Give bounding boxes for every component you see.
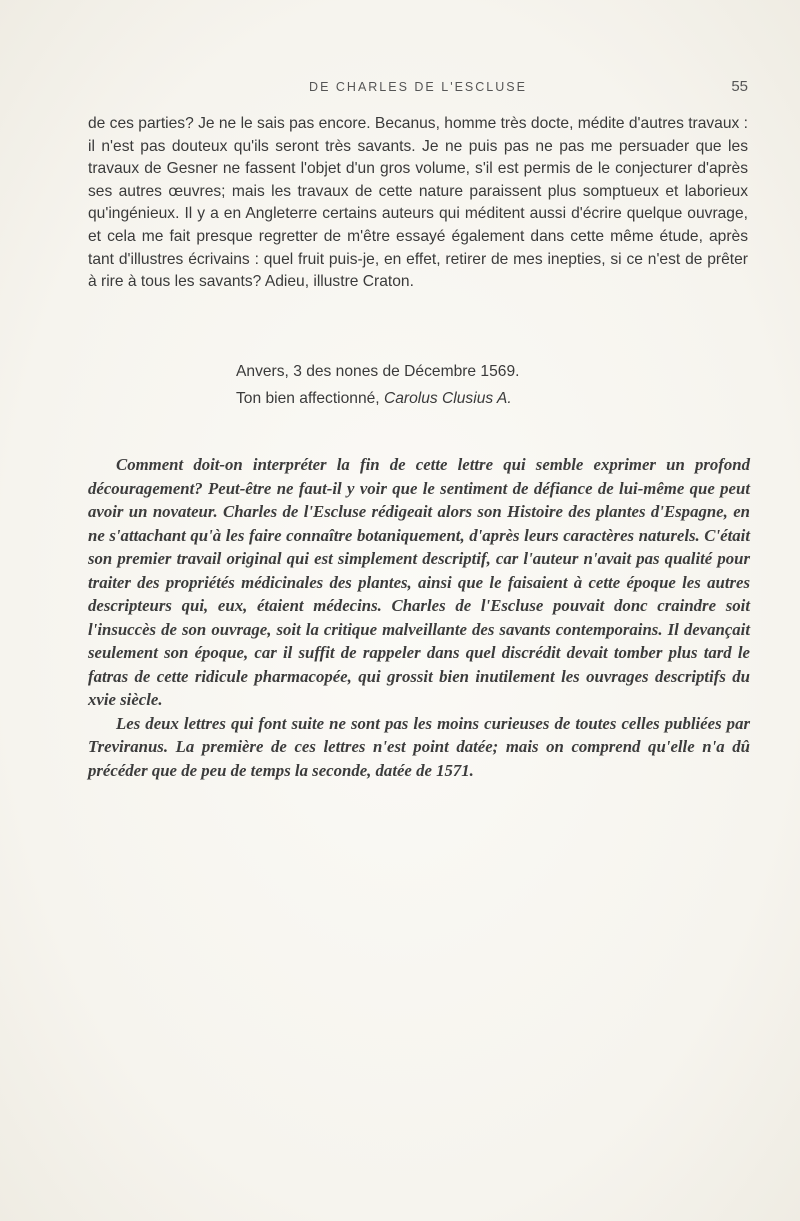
signature: Carolus Clusius A. xyxy=(383,389,512,407)
place-date: Anvers, 3 des nones de Décembre 1569. xyxy=(236,363,520,380)
closing-line xyxy=(88,388,748,411)
closing-text: Ton bien affectionné, xyxy=(236,389,384,407)
letter-signoff xyxy=(88,361,748,410)
commentary-paragraph-2: Les deux lettres qui font suite ne sont pas les moins curieuses de toutes celles publiées par Treviranus. La première de ces lettres n'est point datée; mais on comprend qu'elle n'a dû précéder que de peu de temps la seconde, datée de 1571. xyxy=(88,713,750,780)
page-number: 55 xyxy=(731,78,748,95)
letter-body xyxy=(88,113,748,294)
commentary-paragraph-1: Comment doit-on interpréter la fin de cette lettre qui semble exprimer un profond découragement? Peut-être ne faut-il y voir que le sentiment de défiance de lui-même que peut avoir un novateur. Charles de l'Escluse rédigeait alors son Histoire des plantes d'Espagne, en ne s'attachant qu'à les faire connaître botaniquement, d'après leurs caractères naturels. C'était son premier travail original qui est simplement descriptif, car l'auteur n'avait pas qualité pour traiter des propriétés médicinales des plantes, ainsi que le faisaient à cette époque les autres descripteurs qui, eux, étaient médecins. Charles de l'Escluse pouvait donc craindre soit l'insuccès de son ouvrage, soit la critique malveillante des savants contemporains. Il devançait seulement son époque, car il suffit de rappeler dans quel discrédit devait tomber plus tard le fatras de cette ridicule pharmacopée, qui grossit bien inutilement les ouvrages descriptifs du xvie siècle. xyxy=(88,455,750,709)
commentary-section xyxy=(88,453,750,782)
letter-paragraph: de ces parties? Je ne le sais pas encore. Becanus, homme très docte, médite d'autres travaux : il n'est pas douteux qu'ils seront très savants. Je ne puis pas ne pas me persuader que les travaux de Gesner ne fassent l'objet d'un gros volume, s'il est permis de le conjecturer d'après ses autres œuvres; mais les travaux de cette nature paraissent plus somptueux et laborieux qu'ingénieux. Il y a en Angleterre certains auteurs qui méditent aussi d'écrire quelque ouvrage, et cela me fait presque regretter de m'être essayé également dans cette même étude, après tant d'illustres écrivains : quel fruit puis-je, en effet, retirer de mes inepties, si ce n'est de prêter à rire à tous les savants? Adieu, illustre Craton. xyxy=(88,115,748,291)
running-head: DE CHARLES DE L'ESCLUSE xyxy=(309,80,527,94)
page-header xyxy=(88,80,748,104)
